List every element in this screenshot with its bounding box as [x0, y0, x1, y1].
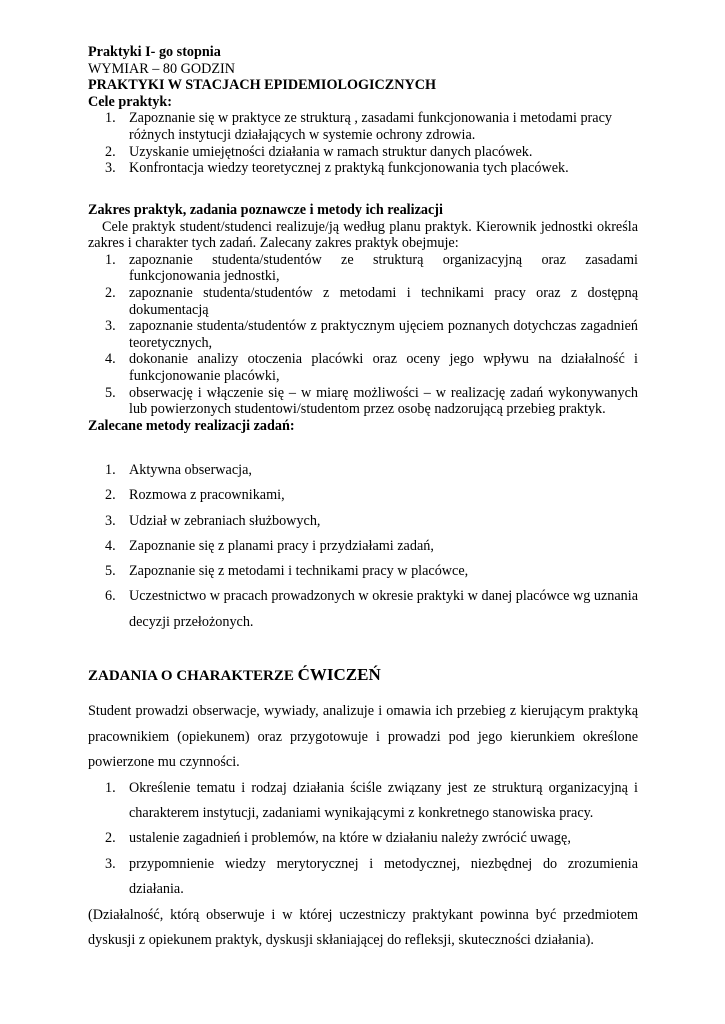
list-item-number: 6. — [105, 588, 116, 605]
header-line-3: PRAKTYKI W STACJACH EPIDEMIOLOGICZNYCH — [88, 77, 437, 94]
list-item-number: 3. — [105, 160, 116, 177]
methods-list — [88, 458, 638, 635]
list-item-text: przypomnienie wiedzy merytorycznej i metodycznej, niezbędnej do zrozumienia działania. — [129, 855, 638, 898]
list-item — [88, 534, 638, 559]
list-item-text: zapoznanie studenta/studentów ze strukturą organizacyjną oraz zasadami funkcjonowania jednostki, — [129, 251, 638, 285]
list-item — [88, 144, 638, 161]
list-item — [88, 285, 638, 318]
list-item — [88, 385, 638, 418]
list-item-number: 1. — [105, 779, 116, 796]
list-item-number: 2. — [105, 487, 116, 504]
list-item — [88, 110, 638, 143]
list-item-text: Konfrontacja wiedzy teoretycznej z praktyką funkcjonowania tych placówek. — [129, 160, 569, 177]
list-item-text: zapoznanie studenta/studentów z praktycznym ujęciem poznanych dotychczas zagadnień teoretycznych, — [129, 318, 638, 351]
list-item-text: Udział w zebraniach służbowych, — [129, 512, 321, 529]
list-item-number: 2. — [105, 143, 116, 160]
list-item-text: Rozmowa z pracownikami, — [129, 487, 285, 504]
goals-heading: Cele praktyk: — [88, 93, 172, 110]
list-item-number: 4. — [105, 537, 116, 554]
list-item-number: 2. — [105, 830, 116, 847]
header-and-goals — [88, 44, 638, 177]
list-item-number: 1. — [105, 251, 116, 268]
exercises-heading-part2: ĆWICZEŃ — [297, 665, 381, 684]
list-item-text: Określenie tematu i rodzaj działania ściśle związany jest ze strukturą organizacyjną i charakterem instytucji, zadaniami wynikającymi z konkretnego stanowiska pracy. — [129, 779, 638, 822]
list-item-text: Zapoznanie się z planami pracy i przydziałami zadań, — [129, 537, 434, 554]
list-item — [88, 584, 638, 635]
list-item-number: 3. — [105, 512, 116, 529]
goals-list — [88, 110, 638, 176]
list-item-number: 5. — [105, 384, 116, 401]
list-item-number: 1. — [105, 462, 116, 478]
list-item-number: 3. — [105, 855, 116, 872]
list-item — [88, 826, 638, 851]
scope-list — [88, 252, 638, 418]
list-item-number: 2. — [105, 284, 116, 301]
list-item — [88, 160, 638, 177]
list-item-text: ustalenie zagadnień i problemów, na które w działaniu należy zwrócić uwagę, — [129, 830, 571, 847]
exercises-heading — [88, 662, 638, 689]
list-item-text: Uczestnictwo w pracach prowadzonych w okresie praktyki w danej placówce wg uznania decyzji przełożonych. — [129, 588, 638, 630]
list-item-text: Zapoznanie się w praktyce ze strukturą , zasadami funkcjonowania i metodami pracy różnych instytucji działających w systemie ochrony zdrowia. — [129, 110, 612, 143]
scope-heading: Zakres praktyk, zadania poznawcze i metody ich realizacji — [88, 202, 443, 218]
exercises-heading-part1: ZADANIA O CHARAKTERZE — [88, 668, 298, 684]
list-item-text: obserwację i włączenie się – w miarę możliwości – w realizację zadań wykonywanych lub powierzonych studentowi/studentom przez osobę nadzorującą przebieg praktyk. — [129, 384, 638, 418]
list-item — [88, 776, 638, 827]
methods-heading: Zalecane metody realizacji zadań: — [88, 417, 295, 434]
list-item-number: 1. — [105, 110, 116, 127]
list-item — [88, 509, 638, 534]
list-item — [88, 559, 638, 584]
list-item-text: zapoznanie studenta/studentów z metodami i technikami pracy oraz z dostępną dokumentacją — [129, 284, 638, 318]
scope-section — [88, 202, 638, 434]
header-line-2: WYMIAR – 80 GODZIN — [88, 60, 235, 77]
list-item-number: 5. — [105, 563, 116, 580]
list-item-text: dokonanie analizy otoczenia placówki oraz oceny jego wpływu na działalność i funkcjonowanie placówki, — [129, 351, 638, 384]
list-item — [88, 852, 638, 903]
header-line-1: Praktyki I- go stopnia — [88, 44, 221, 60]
exercises-section — [88, 662, 638, 953]
exercises-intro: Student prowadzi obserwacje, wywiady, analizuje i omawia ich przebieg z kierującym praktyką pracownikiem (opiekunem) oraz przygotowuje i prowadzi pod jego kierunkiem określone powierzone mu czynności. — [88, 703, 638, 771]
list-item — [88, 483, 638, 508]
list-item — [88, 458, 638, 483]
scope-intro: Cele praktyk student/studenci realizuje/ją według planu praktyk. Kierownik jednostki określa zakres i charakter tych zadań. Zalecany zakres praktyk obejmuje: — [88, 218, 638, 252]
list-item-number: 3. — [105, 318, 116, 335]
exercises-closing: (Działalność, którą obserwuje i w której uczestniczy praktykant powinna być przedmiotem dyskusji z opiekunem praktyk, dyskusji skłaniającej do refleksji, skuteczności działania). — [88, 906, 638, 949]
list-item — [88, 318, 638, 351]
list-item-number: 4. — [105, 351, 116, 368]
methods-section — [88, 458, 638, 635]
list-item-text: Aktywna obserwacja, — [129, 462, 252, 478]
exercises-list — [88, 776, 638, 903]
list-item — [88, 351, 638, 384]
list-item-text: Uzyskanie umiejętności działania w ramach struktur danych placówek. — [129, 143, 533, 160]
list-item — [88, 252, 638, 285]
list-item-text: Zapoznanie się z metodami i technikami pracy w placówce, — [129, 563, 469, 580]
